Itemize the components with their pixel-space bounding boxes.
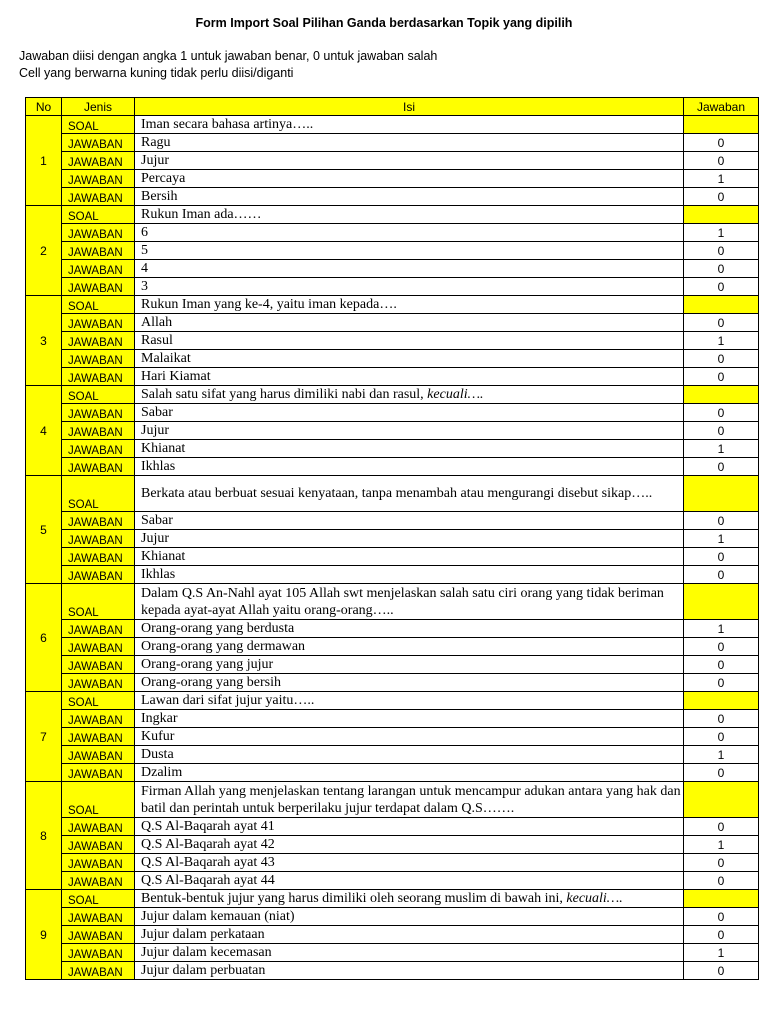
type-label-soal: SOAL [62, 386, 135, 404]
type-label-jawaban: JAWABAN [62, 764, 135, 782]
answer-option-text[interactable]: Jujur dalam perbuatan [135, 962, 684, 980]
form-title: Form Import Soal Pilihan Ganda berdasarkan Topik yang dipilih [195, 16, 573, 30]
table-row [26, 890, 759, 908]
answer-option-text[interactable]: Orang-orang yang dermawan [135, 638, 684, 656]
type-label-jawaban: JAWABAN [62, 944, 135, 962]
table-row [26, 782, 759, 818]
answer-key-value[interactable]: 0 [684, 818, 759, 836]
answer-key-value[interactable]: 1 [684, 530, 759, 548]
answer-option-text[interactable]: 6 [135, 224, 684, 242]
table-row [26, 584, 759, 620]
table-row [26, 674, 759, 692]
answer-option-text[interactable]: Khianat [135, 548, 684, 566]
answer-key-value[interactable]: 0 [684, 368, 759, 386]
answer-key-value[interactable]: 0 [684, 422, 759, 440]
answer-option-text[interactable]: Orang-orang yang jujur [135, 656, 684, 674]
answer-key-value[interactable]: 0 [684, 134, 759, 152]
type-label-jawaban: JAWABAN [62, 854, 135, 872]
answer-option-text[interactable]: Jujur [135, 530, 684, 548]
type-label-jawaban: JAWABAN [62, 530, 135, 548]
answer-option-text[interactable]: Orang-orang yang bersih [135, 674, 684, 692]
table-row [26, 314, 759, 332]
answer-key-value[interactable]: 0 [684, 764, 759, 782]
answer-option-text[interactable]: 5 [135, 242, 684, 260]
answer-key-value[interactable]: 0 [684, 152, 759, 170]
table-row [26, 170, 759, 188]
answer-key-value[interactable]: 1 [684, 170, 759, 188]
table-row [26, 368, 759, 386]
type-label-jawaban: JAWABAN [62, 170, 135, 188]
table-row [26, 746, 759, 764]
type-label-soal: SOAL [62, 476, 135, 512]
question-text-main: Bentuk-bentuk jujur yang harus dimiliki oleh seorang muslim di bawah ini, [141, 891, 567, 906]
answer-key-value[interactable]: 0 [684, 854, 759, 872]
question-text-main: Salah satu sifat yang harus dimiliki nabi dan rasul, [141, 387, 428, 402]
question-number: 4 [26, 386, 62, 476]
type-label-soal: SOAL [62, 692, 135, 710]
table-row [26, 224, 759, 242]
question-text[interactable] [135, 386, 684, 404]
table-row [26, 422, 759, 440]
answer-option-text[interactable]: Jujur [135, 152, 684, 170]
answer-option-text[interactable]: Percaya [135, 170, 684, 188]
answer-key-value[interactable]: 1 [684, 944, 759, 962]
answer-option-text[interactable]: Q.S Al-Baqarah ayat 42 [135, 836, 684, 854]
type-label-jawaban: JAWABAN [62, 746, 135, 764]
table-row [26, 242, 759, 260]
answer-key-value[interactable]: 0 [684, 278, 759, 296]
type-label-jawaban: JAWABAN [62, 314, 135, 332]
question-text[interactable] [135, 206, 684, 224]
answer-option-text[interactable]: Khianat [135, 440, 684, 458]
question-text[interactable] [135, 476, 684, 512]
question-text-emphasis: kecuali…. [566, 891, 623, 906]
answer-option-text[interactable]: Dusta [135, 746, 684, 764]
type-label-jawaban: JAWABAN [62, 836, 135, 854]
question-text[interactable] [135, 584, 684, 620]
answer-key-value[interactable]: 0 [684, 638, 759, 656]
answer-option-text[interactable]: Hari Kiamat [135, 368, 684, 386]
answer-option-text[interactable]: Orang-orang yang berdusta [135, 620, 684, 638]
table-row [26, 566, 759, 584]
table-row [26, 116, 759, 134]
answer-key-cell-empty [684, 116, 759, 134]
table-row [26, 638, 759, 656]
answer-key-cell-empty [684, 890, 759, 908]
answer-key-value[interactable]: 1 [684, 836, 759, 854]
type-label-jawaban: JAWABAN [62, 656, 135, 674]
header-no: No [26, 98, 62, 116]
answer-key-value[interactable]: 0 [684, 728, 759, 746]
answer-key-value[interactable]: 1 [684, 620, 759, 638]
answer-option-text[interactable]: Sabar [135, 404, 684, 422]
answer-key-value[interactable]: 0 [684, 512, 759, 530]
table-row [26, 206, 759, 224]
table-row [26, 152, 759, 170]
table-row [26, 728, 759, 746]
table-row [26, 764, 759, 782]
instruction-note: Jawaban diisi dengan angka 1 untuk jawaban benar, 0 untuk jawaban salah [19, 49, 438, 63]
answer-option-text[interactable]: Rasul [135, 332, 684, 350]
table-row [26, 854, 759, 872]
answer-key-value[interactable]: 0 [684, 188, 759, 206]
table-row [26, 818, 759, 836]
answer-key-value[interactable]: 0 [684, 962, 759, 980]
type-label-jawaban: JAWABAN [62, 926, 135, 944]
table-header-row [26, 98, 759, 116]
answer-key-cell-empty [684, 782, 759, 818]
table-row [26, 260, 759, 278]
table-row [26, 530, 759, 548]
answer-key-value[interactable]: 0 [684, 710, 759, 728]
table-row [26, 872, 759, 890]
table-row [26, 440, 759, 458]
answer-option-text[interactable]: Ragu [135, 134, 684, 152]
question-text[interactable] [135, 296, 684, 314]
type-label-jawaban: JAWABAN [62, 818, 135, 836]
question-table [25, 97, 759, 980]
question-number: 5 [26, 476, 62, 584]
table-row [26, 404, 759, 422]
answer-key-value[interactable]: 0 [684, 674, 759, 692]
question-text-main: Firman Allah yang menjelaskan tentang larangan untuk mencampur adukan antara yang hak dan batil dan perintah untuk berperilaku jujur terdapat dalam Q.S……. [141, 783, 681, 816]
table-row [26, 134, 759, 152]
type-label-jawaban: JAWABAN [62, 458, 135, 476]
table-row [26, 458, 759, 476]
type-label-jawaban: JAWABAN [62, 152, 135, 170]
type-label-jawaban: JAWABAN [62, 440, 135, 458]
table-row [26, 692, 759, 710]
instruction-note: Cell yang berwarna kuning tidak perlu diisi/diganti [19, 66, 294, 80]
type-label-jawaban: JAWABAN [62, 620, 135, 638]
type-label-jawaban: JAWABAN [62, 638, 135, 656]
question-text-main: Dalam Q.S An-Nahl ayat 105 Allah swt menjelaskan salah satu ciri orang yang tidak beriman kepada ayat-ayat Allah yaitu orang-orang….. [141, 585, 664, 618]
type-label-jawaban: JAWABAN [62, 278, 135, 296]
type-label-jawaban: JAWABAN [62, 260, 135, 278]
table-row [26, 512, 759, 530]
question-text[interactable] [135, 116, 684, 134]
type-label-jawaban: JAWABAN [62, 512, 135, 530]
answer-key-value[interactable]: 0 [684, 548, 759, 566]
question-text-main: Lawan dari sifat jujur yaitu….. [141, 693, 315, 708]
question-number: 8 [26, 782, 62, 890]
answer-option-text[interactable]: Dzalim [135, 764, 684, 782]
answer-key-cell-empty [684, 386, 759, 404]
header-isi: Isi [135, 98, 684, 116]
table-row [26, 944, 759, 962]
table-row [26, 620, 759, 638]
answer-option-text[interactable]: Q.S Al-Baqarah ayat 43 [135, 854, 684, 872]
table-row [26, 926, 759, 944]
answer-key-value[interactable]: 0 [684, 350, 759, 368]
answer-option-text[interactable]: Sabar [135, 512, 684, 530]
type-label-jawaban: JAWABAN [62, 872, 135, 890]
header-jawaban: Jawaban [684, 98, 759, 116]
type-label-jawaban: JAWABAN [62, 674, 135, 692]
table-row [26, 656, 759, 674]
table-row [26, 962, 759, 980]
answer-key-value[interactable]: 0 [684, 404, 759, 422]
answer-key-cell-empty [684, 206, 759, 224]
answer-option-text[interactable]: Kufur [135, 728, 684, 746]
type-label-jawaban: JAWABAN [62, 242, 135, 260]
answer-option-text[interactable]: Jujur dalam kecemasan [135, 944, 684, 962]
question-number: 7 [26, 692, 62, 782]
question-number: 9 [26, 890, 62, 980]
type-label-jawaban: JAWABAN [62, 404, 135, 422]
answer-option-text[interactable]: Bersih [135, 188, 684, 206]
table-row [26, 350, 759, 368]
table-row [26, 188, 759, 206]
question-number: 2 [26, 206, 62, 296]
answer-key-value[interactable]: 1 [684, 224, 759, 242]
question-text-main: Rukun Iman yang ke-4, yaitu iman kepada…. [141, 297, 397, 312]
type-label-jawaban: JAWABAN [62, 368, 135, 386]
type-label-jawaban: JAWABAN [62, 134, 135, 152]
table-row [26, 908, 759, 926]
answer-key-value[interactable]: 0 [684, 260, 759, 278]
answer-option-text[interactable]: Jujur [135, 422, 684, 440]
type-label-soal: SOAL [62, 116, 135, 134]
question-text-main: Berkata atau berbuat sesuai kenyataan, tanpa menambah atau mengurangi disebut sikap….. [141, 486, 653, 501]
type-label-jawaban: JAWABAN [62, 728, 135, 746]
type-label-jawaban: JAWABAN [62, 188, 135, 206]
answer-key-cell-empty [684, 296, 759, 314]
answer-option-text[interactable]: Jujur dalam kemauan (niat) [135, 908, 684, 926]
table-row [26, 836, 759, 854]
answer-option-text[interactable]: 3 [135, 278, 684, 296]
answer-option-text[interactable]: Ikhlas [135, 458, 684, 476]
answer-key-value[interactable]: 1 [684, 440, 759, 458]
type-label-jawaban: JAWABAN [62, 548, 135, 566]
answer-key-value[interactable]: 0 [684, 566, 759, 584]
answer-key-value[interactable]: 0 [684, 926, 759, 944]
table-row [26, 386, 759, 404]
question-number: 3 [26, 296, 62, 386]
answer-key-value[interactable]: 0 [684, 872, 759, 890]
type-label-jawaban: JAWABAN [62, 332, 135, 350]
table-row [26, 278, 759, 296]
answer-option-text[interactable]: Allah [135, 314, 684, 332]
answer-option-text[interactable]: Ingkar [135, 710, 684, 728]
question-number: 1 [26, 116, 62, 206]
type-label-jawaban: JAWABAN [62, 710, 135, 728]
answer-key-value[interactable]: 1 [684, 746, 759, 764]
type-label-soal: SOAL [62, 782, 135, 818]
type-label-jawaban: JAWABAN [62, 224, 135, 242]
type-label-soal: SOAL [62, 584, 135, 620]
answer-key-value[interactable]: 0 [684, 656, 759, 674]
table-row [26, 548, 759, 566]
type-label-jawaban: JAWABAN [62, 422, 135, 440]
type-label-jawaban: JAWABAN [62, 908, 135, 926]
answer-key-cell-empty [684, 476, 759, 512]
table-row [26, 710, 759, 728]
answer-option-text[interactable]: Malaikat [135, 350, 684, 368]
type-label-jawaban: JAWABAN [62, 566, 135, 584]
answer-key-value[interactable]: 1 [684, 332, 759, 350]
header-jenis: Jenis [62, 98, 135, 116]
question-text[interactable] [135, 890, 684, 908]
answer-key-cell-empty [684, 692, 759, 710]
type-label-soal: SOAL [62, 206, 135, 224]
type-label-soal: SOAL [62, 890, 135, 908]
type-label-jawaban: JAWABAN [62, 962, 135, 980]
answer-option-text[interactable]: Ikhlas [135, 566, 684, 584]
question-text-main: Rukun Iman ada…… [141, 207, 262, 222]
table-row [26, 296, 759, 314]
question-text[interactable] [135, 692, 684, 710]
answer-option-text[interactable]: 4 [135, 260, 684, 278]
table-row [26, 332, 759, 350]
table-row [26, 476, 759, 512]
answer-key-cell-empty [684, 584, 759, 620]
question-text-emphasis: kecuali…. [427, 387, 484, 402]
type-label-soal: SOAL [62, 296, 135, 314]
question-text[interactable] [135, 782, 684, 818]
question-number: 6 [26, 584, 62, 692]
answer-key-value[interactable]: 0 [684, 242, 759, 260]
answer-option-text[interactable]: Jujur dalam perkataan [135, 926, 684, 944]
answer-option-text[interactable]: Q.S Al-Baqarah ayat 44 [135, 872, 684, 890]
question-text-main: Iman secara bahasa artinya….. [141, 117, 314, 132]
answer-option-text[interactable]: Q.S Al-Baqarah ayat 41 [135, 818, 684, 836]
answer-key-value[interactable]: 0 [684, 458, 759, 476]
table-body [26, 116, 759, 980]
type-label-jawaban: JAWABAN [62, 350, 135, 368]
answer-key-value[interactable]: 0 [684, 908, 759, 926]
answer-key-value[interactable]: 0 [684, 314, 759, 332]
